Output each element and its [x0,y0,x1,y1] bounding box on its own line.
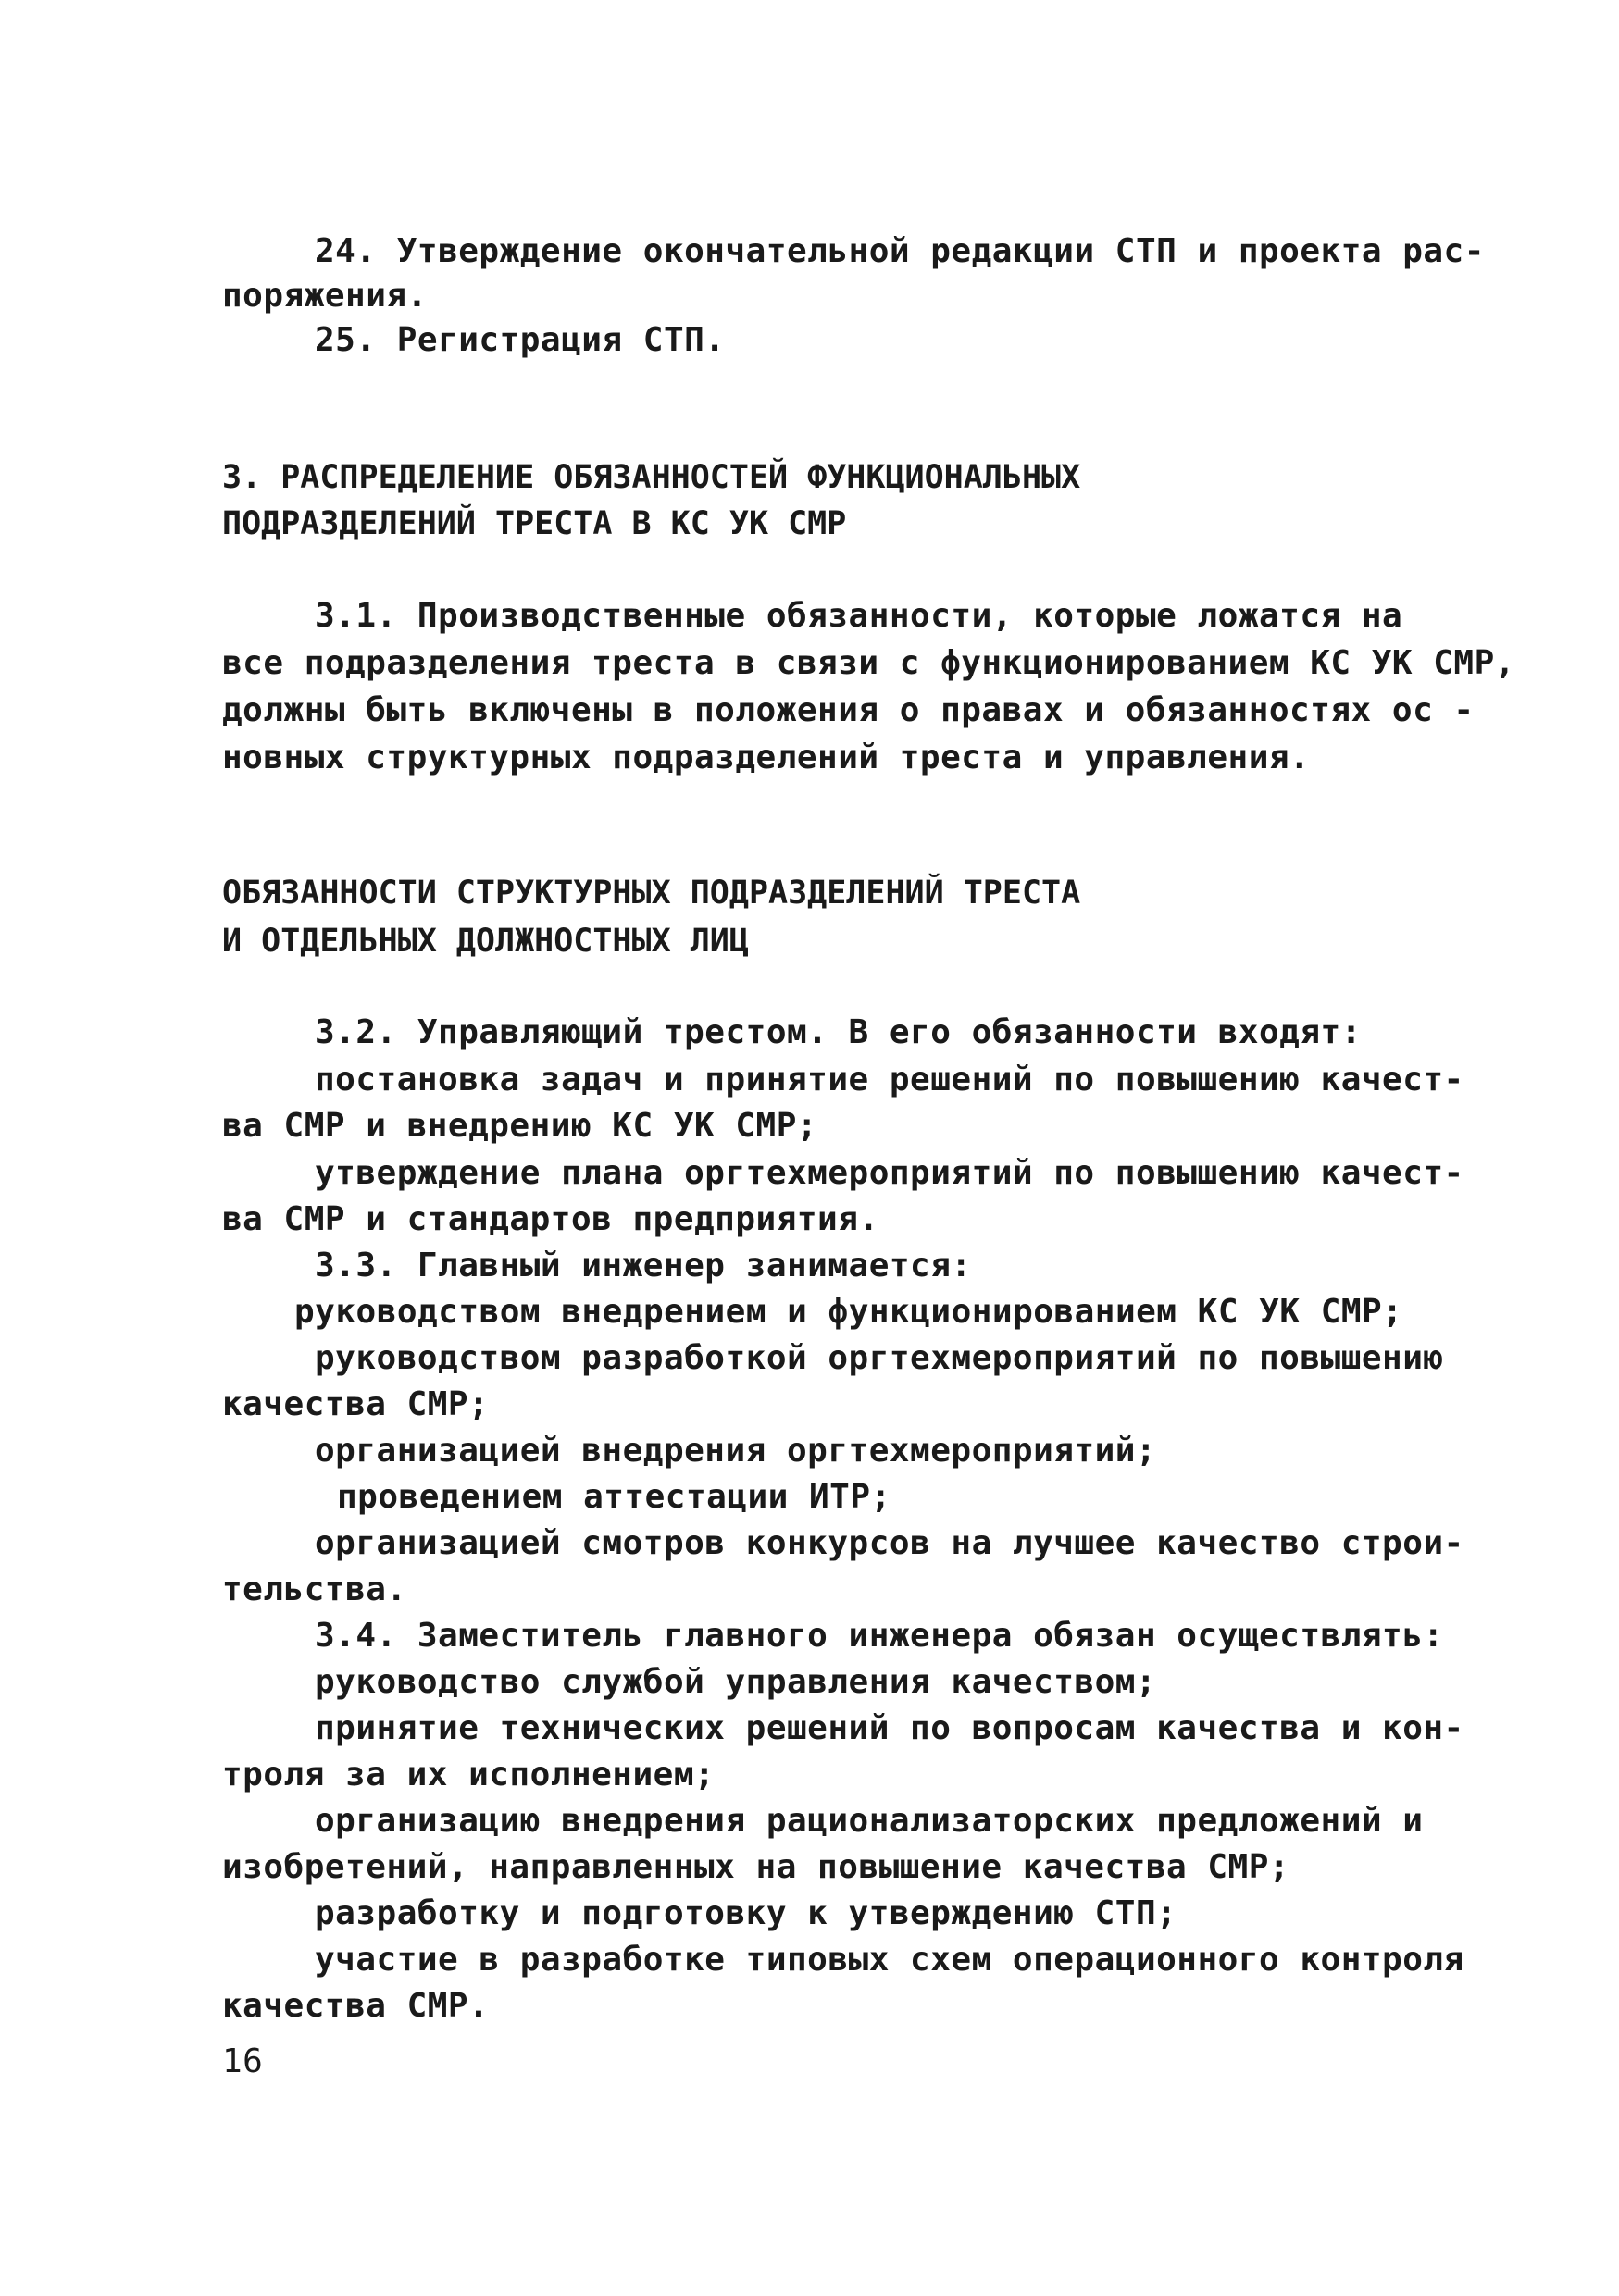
item-24-line-1: 24. Утверждение окончательной редакции СТП и проекта рас- [315,232,1485,270]
section-3-heading-line-1: 3. РАСПРЕДЕЛЕНИЕ ОБЯЗАННОСТЕЙ ФУНКЦИОНАЛЬНЫХ [222,459,1081,496]
subheading-line-1: ОБЯЗАННОСТИ СТРУКТУРНЫХ ПОДРАЗДЕЛЕНИЙ ТРЕСТА [222,875,1081,912]
paragraph-3-3-line-6: проведением аттестации ИТР; [337,1478,891,1516]
paragraph-3-2-line-3: ва СМР и внедрению КС УК СМР; [222,1107,818,1145]
paragraph-3-2-line-2: постановка задач и принятие решений по повышению качест- [315,1061,1464,1098]
paragraph-3-4-line-9: качества СМР. [222,1987,490,2025]
paragraph-3-1-line-4: новных структурных подразделений треста и управления. [222,738,1311,776]
subheading-line-2: И ОТДЕЛЬНЫХ ДОЛЖНОСТНЫХ ЛИЦ [222,923,749,960]
section-3-heading-line-2: ПОДРАЗДЕЛЕНИЙ ТРЕСТА В КС УК СМР [222,505,847,542]
paragraph-3-3-line-2: руководством внедрением и функционированием КС УК СМР; [294,1293,1403,1331]
item-24-line-2: поряжения. [222,277,428,315]
paragraph-3-3-line-7: организацией смотров конкурсов на лучшее качество строи- [315,1524,1464,1562]
paragraph-3-4-line-3: принятие технических решений по вопросам качества и кон- [315,1709,1464,1747]
item-25: 25. Регистрация СТП. [315,321,726,359]
paragraph-3-2-line-5: ва СМР и стандартов предприятия. [222,1200,879,1238]
paragraph-3-3-line-4: качества СМР; [222,1385,490,1423]
paragraph-3-2-line-4: утверждение плана оргтехмероприятий по повышению качест- [315,1154,1464,1192]
paragraph-3-2-heading: 3.2. Управляющий трестом. В его обязанности входят: [315,1013,1362,1051]
paragraph-3-4-line-8: участие в разработке типовых схем операционного контроля [315,1941,1464,1979]
paragraph-3-1-line-1: 3.1. Производственные обязанности, которые ложатся на [315,597,1403,635]
paragraph-3-3-line-5: организацией внедрения оргтехмероприятий; [315,1432,1157,1470]
paragraph-3-4-line-5: организацию внедрения рационализаторских предложений и [315,1802,1424,1840]
paragraph-3-3-line-8: тельства. [222,1570,407,1608]
paragraph-3-3-line-3: руководством разработкой оргтехмероприятий по повышению [315,1339,1444,1377]
paragraph-3-4-line-2: руководство службой управления качеством; [315,1663,1157,1701]
paragraph-3-1-line-2: все подразделения треста в связи с функционированием КС УК СМР, [222,644,1515,682]
paragraph-3-3-heading: 3.3. Главный инженер занимается: [315,1247,972,1285]
paragraph-3-1-line-3: должны быть включены в положения о правах и обязанностях ос - [222,691,1475,729]
paragraph-3-4-line-7: разработку и подготовку к утверждению СТП; [315,1894,1177,1932]
paragraph-3-4-heading: 3.4. Заместитель главного инженера обязан осуществлять: [315,1617,1444,1655]
paragraph-3-4-line-6: изобретений, направленных на повышение качества СМР; [222,1848,1290,1886]
paragraph-3-4-line-4: троля за их исполнением; [222,1756,716,1793]
page-number: 16 [222,2042,264,2080]
